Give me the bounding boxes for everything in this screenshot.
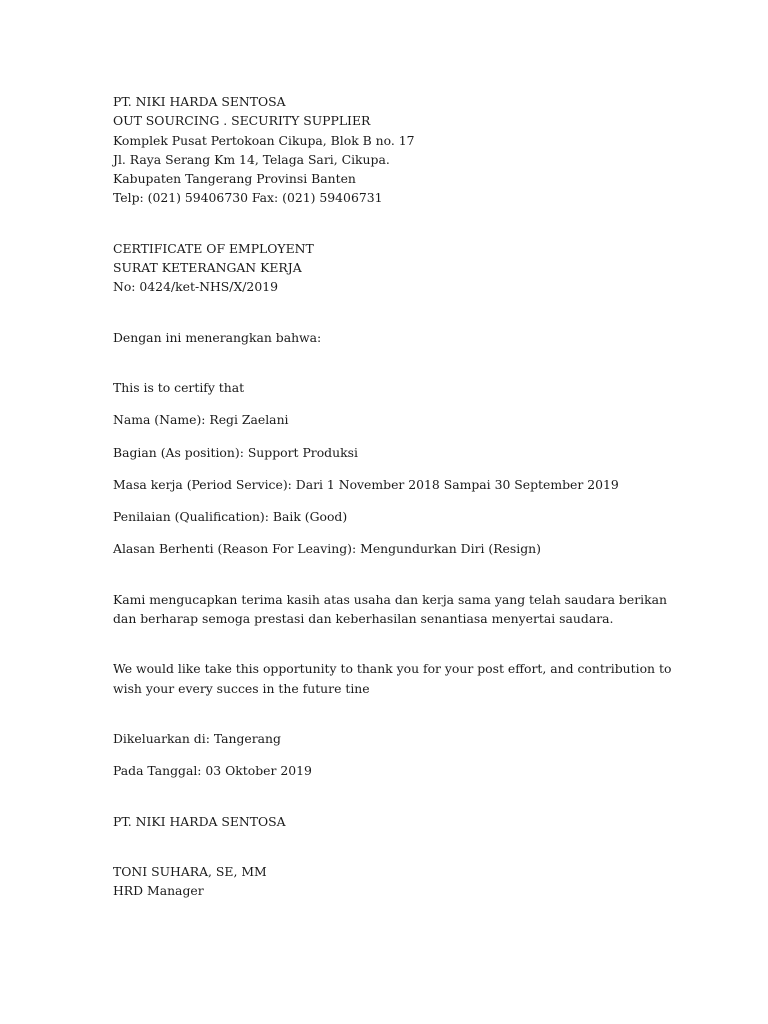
document-page bbox=[113, 92, 673, 900]
intro-id: Dengan ini menerangkan bahwa: bbox=[113, 329, 322, 345]
company-address-line3: Kabupaten Tangerang Provinsi Banten bbox=[113, 171, 356, 187]
issue-place: Dikeluarkan di: Tangerang bbox=[113, 730, 281, 746]
signatory-name: TONI SUHARA, SE, MM bbox=[113, 863, 267, 879]
company-contact: Telp: (021) 59406730 Fax: (021) 59406731 bbox=[113, 190, 383, 206]
detail-service: Masa kerja (Period Service): Dari 1 November 2018 Sampai 30 September 2019 bbox=[113, 476, 619, 492]
detail-name: Nama (Name): Regi Zaelani bbox=[113, 412, 289, 428]
signatory-title: HRD Manager bbox=[113, 883, 204, 899]
issue-date: Pada Tanggal: 03 Oktober 2019 bbox=[113, 763, 312, 779]
company-address-line1: Komplek Pusat Pertokoan Cikupa, Blok B no. 17 bbox=[113, 132, 415, 148]
letterhead bbox=[113, 92, 673, 208]
detail-qualification: Penilaian (Qualification): Baik (Good) bbox=[113, 509, 348, 525]
certificate-heading bbox=[113, 239, 673, 297]
certificate-title-id: SURAT KETERANGAN KERJA bbox=[113, 260, 302, 276]
detail-position: Bagian (As position): Support Produksi bbox=[113, 444, 358, 460]
certificate-title-en: CERTIFICATE OF EMPLOYENT bbox=[113, 240, 314, 256]
signature-block bbox=[113, 862, 673, 901]
company-address-line2: Jl. Raya Serang Km 14, Telaga Sari, Cikupa. bbox=[113, 151, 390, 167]
closing-thanks-id: Kami mengucapkan terima kasih atas usaha dan kerja sama yang telah saudara berikan dan berharap semoga prestasi dan keberhasilan senantiasa menyertai saudara. bbox=[113, 591, 667, 627]
closing-thanks-en: We would like take this opportunity to thank you for your post effort, and contribution to wish your every succes in the future tine bbox=[113, 661, 672, 696]
signature-company: PT. NIKI HARDA SENTOSA bbox=[113, 813, 286, 829]
certificate-number: No: 0424/ket-NHS/X/2019 bbox=[113, 279, 278, 295]
company-tagline: OUT SOURCING . SECURITY SUPPLIER bbox=[113, 113, 371, 129]
intro-en: This is to certify that bbox=[113, 379, 245, 395]
company-name: PT. NIKI HARDA SENTOSA bbox=[113, 94, 286, 109]
detail-reason: Alasan Berhenti (Reason For Leaving): Mengundurkan Diri (Resign) bbox=[113, 541, 541, 557]
